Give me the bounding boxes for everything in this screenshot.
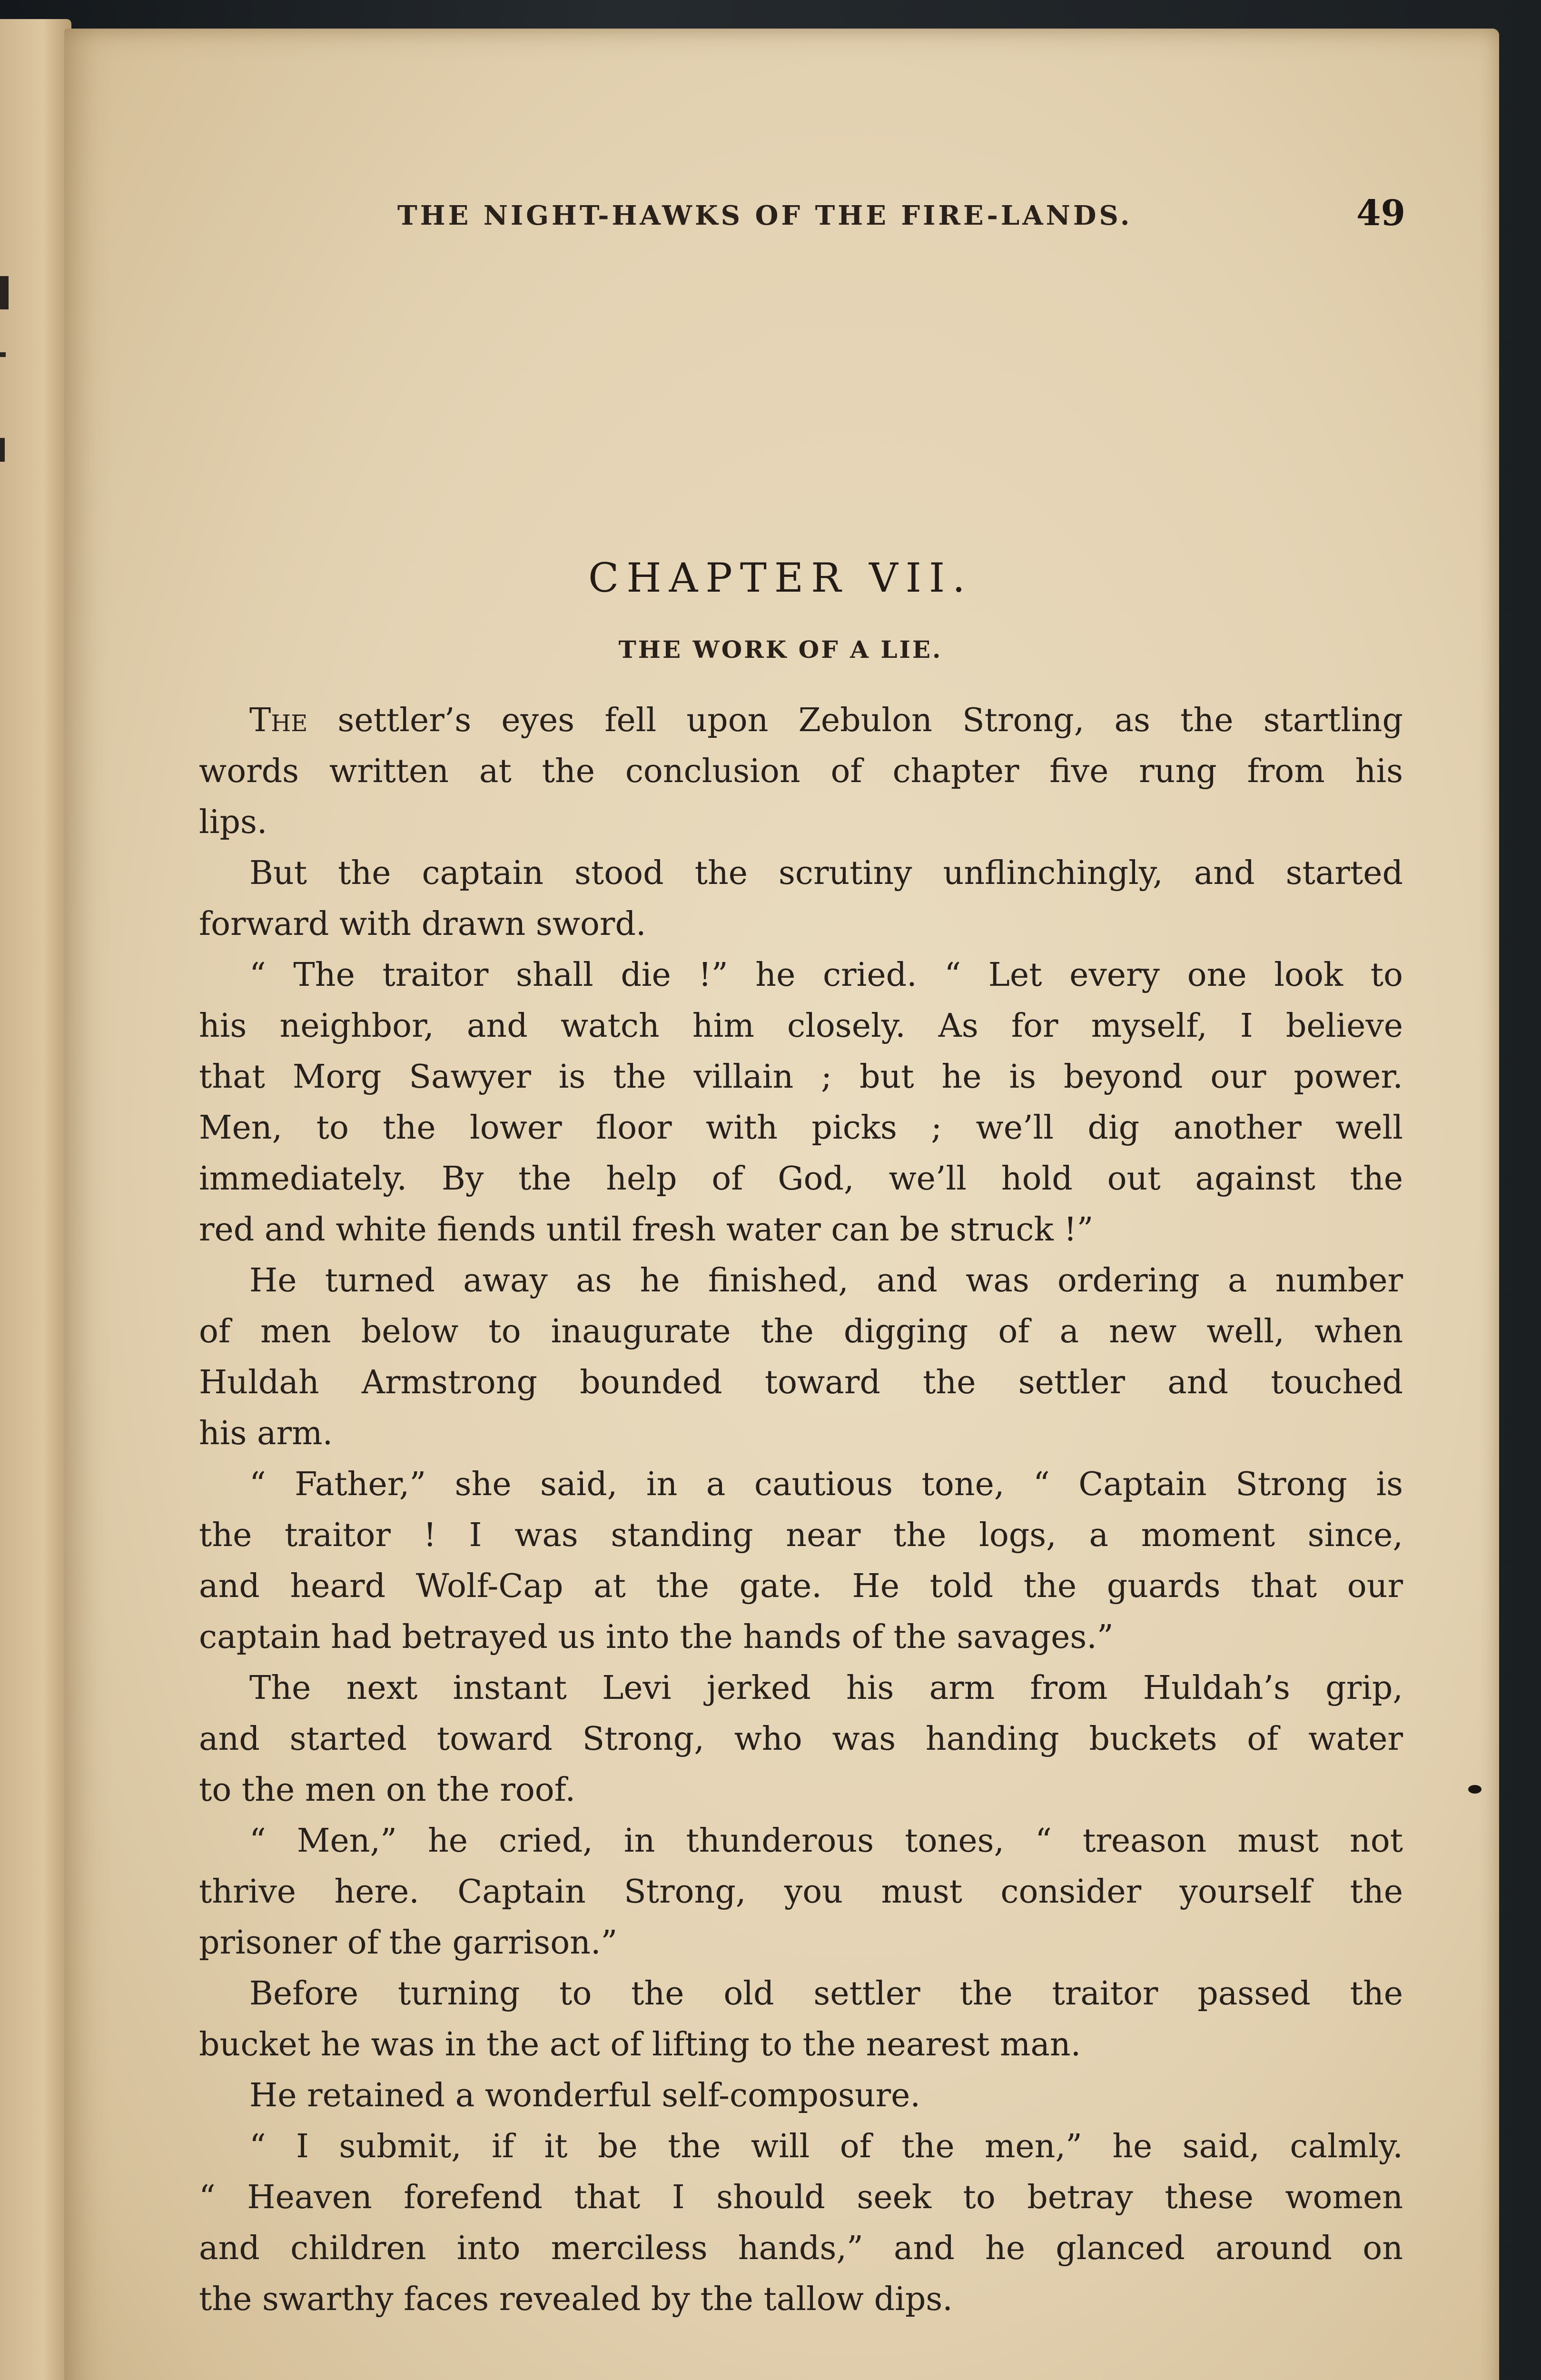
text-line: But the captain stood the scrutiny unflinchingly, and started (249, 854, 1403, 892)
text-line: “ Heaven forefend that I should seek to betray these women (199, 2179, 1403, 2216)
text-line: He turned away as he finished, and was ordering a number (249, 1262, 1403, 1299)
text-line: The settler’s eyes fell upon Zebulon Strong, as the startling (249, 702, 1403, 739)
page-ink-speck (1468, 1785, 1482, 1794)
text-line: Before turning to the old settler the traitor passed the (249, 1975, 1403, 2013)
text-line: captain had betrayed us into the hands of the savages.” (199, 1618, 1114, 1656)
page-number: 49 (1356, 193, 1405, 234)
book-page (64, 29, 1499, 2380)
running-head: THE NIGHT-HAWKS OF THE FIRE-LANDS. (397, 200, 1133, 231)
body-text (199, 695, 1403, 2325)
text-line: the swarthy faces revealed by the tallow dips. (199, 2281, 953, 2318)
text-line: The next instant Levi jerked his arm from Huldah’s grip, (249, 1669, 1403, 1707)
text-line: “ Father,” she said, in a cautious tone, “ Captain Strong is (249, 1466, 1403, 1503)
text-line: “ Men,” he cried, in thunderous tones, “ treason must not (249, 1822, 1403, 1860)
text-line: “ I submit, if it be the will of the men,” he said, calmly. (249, 2128, 1403, 2165)
text-line: Huldah Armstrong bounded toward the settler and touched (199, 1364, 1403, 1401)
text-line: his arm. (199, 1415, 333, 1452)
text-line: to the men on the roof. (199, 1771, 576, 1809)
facing-page-ink-mark (0, 438, 5, 462)
text-line: forward with drawn sword. (199, 905, 646, 943)
chapter-subtitle: THE WORK OF A LIE. (618, 635, 943, 664)
text-line: bucket he was in the act of lifting to the nearest man. (199, 2026, 1081, 2063)
drop-word: The (249, 702, 308, 739)
text-line: red and white fiends until fresh water can be struck !” (199, 1211, 1094, 1249)
text-line: and started toward Strong, who was handing buckets of water (199, 1720, 1403, 1758)
text-line: and children into merciless hands,” and he glanced around on (199, 2230, 1403, 2267)
text-line: Men, to the lower floor with picks ; we’ll dig another well (199, 1109, 1403, 1147)
chapter-title: CHAPTER VII. (588, 555, 973, 601)
text-line: of men below to inaugurate the digging of a new well, when (199, 1313, 1403, 1350)
text-line: “ The traitor shall die !” he cried. “ Let every one look to (249, 956, 1403, 994)
text-line: thrive here. Captain Strong, you must consider yourself the (199, 1873, 1403, 1911)
text-line: He retained a wonderful self-composure. (249, 2077, 921, 2114)
text-line: lips. (199, 803, 267, 841)
text-line: immediately. By the help of God, we’ll hold out against the (199, 1160, 1403, 1198)
text-line: his neighbor, and watch him closely. As for myself, I believe (199, 1007, 1403, 1045)
text-line: and heard Wolf-Cap at the gate. He told the guards that our (199, 1567, 1403, 1605)
facing-page-ink-mark (0, 352, 6, 357)
text-line: prisoner of the garrison.” (199, 1924, 618, 1962)
facing-page-edge (0, 19, 71, 2380)
facing-page-ink-mark (0, 276, 9, 309)
text-line: words written at the conclusion of chapter five rung from his (199, 753, 1403, 790)
text-line: that Morg Sawyer is the villain ; but he is beyond our power. (199, 1058, 1403, 1096)
text-line: the traitor ! I was standing near the logs, a moment since, (199, 1517, 1403, 1554)
